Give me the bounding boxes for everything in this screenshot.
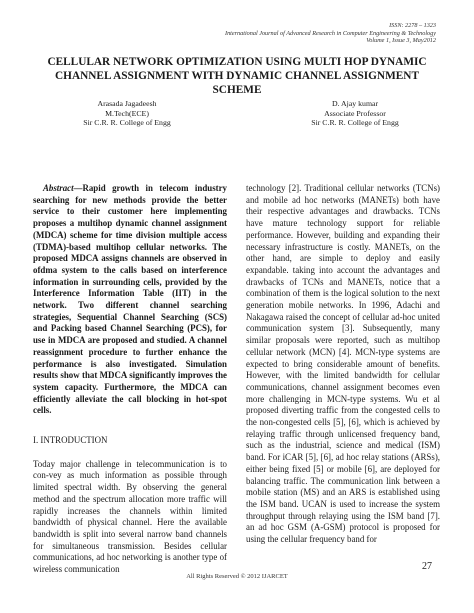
journal-header xyxy=(225,22,436,45)
author-affiliation: Sir C.R. R. College of Engg xyxy=(311,118,399,128)
author-name: D. Ajay kumar xyxy=(331,99,379,108)
abstract-text: Rapid growth in telecom industry searching for new methods provide the better service to their customer here implementing proposes a multihop dynamic channel assignment (MDCA) scheme for time division multiple access (TDMA)-based multihop cellular networks. The proposed MDCA assigns channels are observed in ofdma system to the calls based on interference information in surrounding cells, provided by the Interference Information Table (IIT) in the network. Two different channel searching strategies, Sequential Channel Searching (SCS) and Packing based Channel Searching (PCS), for use in MDCA are proposed and studied. A channel reassignment procedure to further enhance the performance is also investigated. Simulation results show that MDCA significantly improves the system capacity. Furthermore, the MDCA can efficiently alleviate the call blocking in hot-spot cells. xyxy=(33,183,227,416)
author-affiliation: Sir C.R. R. College of Engg xyxy=(83,118,171,128)
journal-volume: Volume 1, Issue 3, May2012 xyxy=(366,37,436,45)
author-role: Associate Professor xyxy=(324,108,386,118)
introduction-paragraph-left: Today major challenge in telecommunication is to con-vey as much information as possible through limited spectral width. By observing the general method and the spectrum allocation more traffic will rapidly increases the channels within limited bandwidth of physical channel. Here the available bandwidth is split into several narrow band channels for simultaneous transmission. Besides cellular communications, ad hoc networking is another type of wireless communication xyxy=(33,458,227,575)
abstract-lead: Abstract— xyxy=(43,183,83,193)
author-block-1 xyxy=(42,99,212,128)
author-role: M.Tech(ECE) xyxy=(105,108,149,118)
right-column xyxy=(246,183,440,546)
section-heading-introduction: I. INTRODUCTION xyxy=(33,435,108,446)
author-name: Arasada Jagadeesh xyxy=(97,99,157,108)
paper-title: CELLULAR NETWORK OPTIMIZATION USING MULTI HOP DYNAMIC CHANNEL ASSIGNMENT WITH DYNAMIC CHANNEL ASSIGNMENT SCHEME xyxy=(47,56,427,96)
left-column xyxy=(33,183,227,576)
journal-name: International Journal of Advanced Research in Computer Engineering & Technology xyxy=(225,29,436,37)
journal-issn: ISSN: 2278 – 1323 xyxy=(389,22,436,29)
author-block-2 xyxy=(270,99,440,128)
footer-copyright: All Rights Reserved © 2012 IJARCET xyxy=(186,573,288,580)
page-number: 27 xyxy=(422,561,432,572)
abstract xyxy=(33,183,227,417)
introduction-paragraph-right: technology [2]. Traditional cellular networks (TCNs) and mobile ad hoc networks (MANETs) both have their respective advantages and drawbacks. TCNs have mature technology support for reliable performance. However, building and expanding their necessary infrastructure is costly. MANETs, on the other hand, are simple to deploy and easily expandable. taking into account the advantages and drawbacks of TCNs and MANETs, notice that a combination of them is the logical solution to the next generation mobile networks. In 1996, Adachi and Nakagawa raised the concept of cellular ad-hoc united communication system [3]. Subsequently, many similar proposals were reported, such as multihop cellular network (MCN) [4]. MCN-type systems are expected to bring considerable amount of benefits. However, with the limited bandwidth for cellular communications, channel assignment becomes even more challenging in MCN-type systems. Wu et al proposed diverting traffic from the congested cells to the non-congested cells [5], [6], which is achieved by relaying traffic through unlicensed frequency band, such as the industrial, science and medical (ISM) band. For iCAR [5], [6], ad hoc relay stations (ARSs), either being fixed [5] or mobile [6], are deployed for balancing traffic. The communication link between a mobile station (MS) and an ARS is established using the ISM band. UCAN is used to increase the system throughput through relaying using the ISM band [7]. an ad hoc GSM (A-GSM) protocol is proposed for using the cellular frequency band for xyxy=(246,183,440,545)
